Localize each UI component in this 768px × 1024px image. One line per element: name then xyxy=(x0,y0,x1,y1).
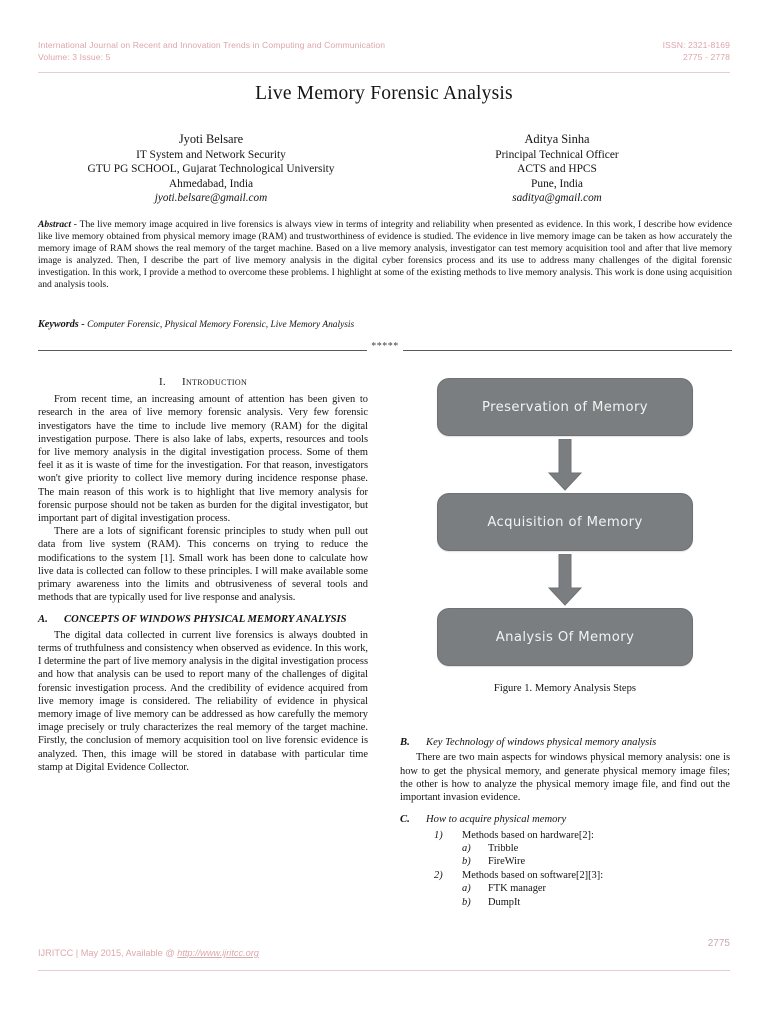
author-2-dept: Principal Technical Officer xyxy=(495,148,619,161)
section-heading-a xyxy=(38,613,368,626)
abstract-text: The live memory image acquired in live forensics is always view in terms of integrity and reliability when presented as evidence. In this work, I describe how evidence like live memory obtained from physical memory image (RAM) and trustworthiness of evidence is studied. The evidence in live memory image can be taken as how accurately the memory image of RAM shows the real memory of the target machine. Based on a live memory analysis, investigator can test memory acquisition tool and after that live memory image is analyzed. Then, I describe the part of live memory analysis in the digital cyber forensics process and its use to address many challenges of the digital forensic investigation. In this work, I provide a method to overcome these problems. I highlight at some of the existing methods to live memory analysis. This work is done using acquisition and analysis tools. xyxy=(38,219,732,290)
section-title: Introduction xyxy=(181,376,248,388)
figure-caption: Figure 1. Memory Analysis Steps xyxy=(493,683,637,694)
star-divider xyxy=(38,342,732,358)
issn: ISSN: 2321-8169 xyxy=(662,40,730,50)
author-2-location: Pune, India xyxy=(531,177,583,190)
section-b-letter: B. xyxy=(400,737,410,748)
author-2 xyxy=(384,132,730,206)
footer-text: IJRITCC | May 2015, Available @ xyxy=(38,948,178,958)
list-marker: b) xyxy=(462,856,471,868)
page-title: Live Memory Forensic Analysis xyxy=(255,83,513,104)
list-marker: a) xyxy=(462,883,471,895)
flow-box-analysis: Analysis Of Memory xyxy=(437,608,693,666)
flow-box-preservation: Preservation of Memory xyxy=(437,378,693,436)
footer-divider xyxy=(38,970,730,971)
keywords xyxy=(38,319,732,331)
list-item xyxy=(400,855,730,868)
down-arrow-icon xyxy=(548,554,582,606)
keywords-label: Keywords - xyxy=(38,319,85,330)
author-1-location: Ahmedabad, India xyxy=(168,177,254,190)
down-arrow-icon xyxy=(548,439,582,491)
list-marker: 1) xyxy=(434,829,443,841)
list-item xyxy=(400,882,730,895)
section-heading-introduction xyxy=(38,376,368,389)
section-a-letter: A. xyxy=(38,614,48,626)
section-a-title: CONCEPTS OF WINDOWS PHYSICAL MEMORY ANALYSIS xyxy=(64,614,347,626)
author-block xyxy=(38,132,730,206)
header-divider xyxy=(38,72,730,73)
running-head xyxy=(38,40,730,63)
list-marker: 2) xyxy=(434,869,443,881)
footer-imprint xyxy=(38,948,259,958)
intro-paragraph-2: There are a lots of significant forensic principles to study when pull out data from live system (RAM). This concerns on trying to reduce the modifications to the system [1]. Small work has been done to calculate how live data is collected can follow to these principles. I will make available some primary awareness into the limits and obtrusiveness of several tools and methods that are typically used for live response and analysis. xyxy=(38,526,368,604)
list-marker: a) xyxy=(462,843,471,855)
list-item xyxy=(400,829,730,842)
figure-1 xyxy=(400,378,730,695)
flow-arrow-2 xyxy=(437,551,693,608)
abstract-label: Abstract - xyxy=(38,219,77,230)
list-item xyxy=(400,896,730,909)
flow-box-acquisition: Acquisition of Memory xyxy=(437,493,693,551)
divider-stars: ***** xyxy=(371,341,399,352)
page-number: 2775 xyxy=(707,938,730,949)
column-left xyxy=(38,376,368,774)
list-item xyxy=(400,869,730,882)
section-c-title: How to acquire physical memory xyxy=(426,814,567,826)
author-1-dept: IT System and Network Security xyxy=(136,148,286,161)
keywords-text: Computer Forensic, Physical Memory Forensic, Live Memory Analysis xyxy=(87,320,355,330)
section-heading-c xyxy=(400,813,730,826)
list-text: FTK manager xyxy=(488,883,546,895)
divider-segment-right xyxy=(403,350,732,351)
author-1-name: Jyoti Belsare xyxy=(178,132,244,146)
divider-segment-left xyxy=(38,350,367,351)
author-1-email: jyoti.belsare@gmail.com xyxy=(154,192,268,205)
running-head-left xyxy=(38,40,385,63)
flowchart xyxy=(437,378,693,666)
section-numeral: I. xyxy=(158,376,166,388)
journal-name: International Journal on Recent and Innovation Trends in Computing and Communication xyxy=(38,40,386,50)
list-item xyxy=(400,842,730,855)
section-b-title: Key Technology of windows physical memory analysis xyxy=(426,737,657,748)
volume-issue: Volume: 3 Issue: 5 xyxy=(38,51,111,62)
abstract xyxy=(38,219,732,290)
list-text: Methods based on software[2][3]: xyxy=(462,869,604,881)
section-a-paragraph: The digital data collected in current live forensics is always doubted in terms of truthfulness and consistency when observed as evidence. In this work, I determine the part of live memory analysis in the digital investigation process and how that analysis can be used to report many of the challenges of digital forensic investigation process. And the credibility of evidence acquired from live memory image is considered. The reliability of evidence in physical memory image of live memory can be addressed as how carefully the memory image precisely or truly characterizes the real memory of the target machine. Firstly, the conclusion of memory acquisition tool on live forensic evidence is analyzed. Then, this image will be stored in database with particular time stamp at Digital Evidence Collector. xyxy=(38,629,368,773)
list-text: DumpIt xyxy=(488,896,521,908)
running-head-right xyxy=(663,40,730,63)
list-text: FireWire xyxy=(488,856,526,868)
section-heading-b xyxy=(400,736,730,749)
section-b-paragraph: There are two main aspects for windows physical memory analysis: one is how to get the physical memory, and generate physical memory image files; the other is how to analyze the physical memory image file, and find out the important invasion evidence. xyxy=(400,752,730,804)
list-text: Tribble xyxy=(488,843,519,855)
list-text: Methods based on hardware[2]: xyxy=(462,829,594,841)
author-2-name: Aditya Sinha xyxy=(524,132,590,146)
section-c-letter: C. xyxy=(400,814,410,826)
author-2-email: saditya@gmail.com xyxy=(512,192,602,205)
author-1 xyxy=(38,132,384,206)
flow-arrow-1 xyxy=(437,436,693,493)
author-1-org: GTU PG SCHOOL, Gujarat Technological University xyxy=(87,163,335,176)
column-right xyxy=(400,736,730,909)
journal-url-link[interactable]: http://www.ijritcc.org xyxy=(177,948,259,958)
author-2-org: ACTS and HPCS xyxy=(517,163,597,176)
list-marker: b) xyxy=(462,896,471,908)
intro-paragraph-1: From recent time, an increasing amount of attention has been given to research in the area of live memory forensic analysis. Very few forensic investigators have the time to include live memory (RAM) for the digital investigation purpose. There is also lake of labs, experts, resources and tools for live memory analysis in the digital investigation process. Some of them feel it as it is waste of time for the investigation. For that reason, investigators won't give priority to collect live memory during incidence response phase. The main reason of this work is to highlight that live memory analysis for forensic purpose should not be taken as burden for the digital investigator, but important part of digital investigation process. xyxy=(38,394,368,525)
page-range: 2775 - 2778 xyxy=(683,51,730,62)
